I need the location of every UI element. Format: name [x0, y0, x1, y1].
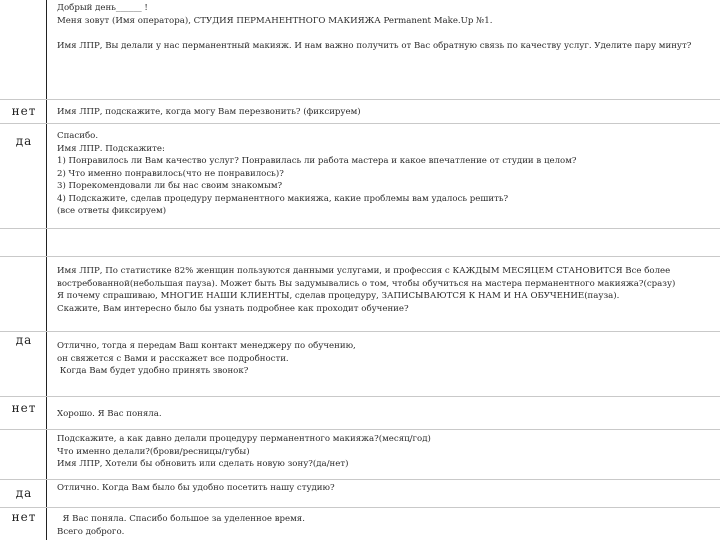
procedure-questions-block [57, 433, 712, 471]
row-divider [0, 507, 720, 508]
answer-label-net: нет [11, 401, 37, 415]
row-divider [0, 331, 720, 332]
text-line: Спасибо. [57, 131, 99, 141]
closing-block [57, 513, 712, 538]
text-line: Имя ЛПР, подскажите, когда могу Вам перезвонить? (фиксируем) [57, 107, 361, 117]
answer-label-net: нет [11, 510, 37, 524]
text-line: 1) Понравилось ли Вам качество услуг? Понравилась ли работа мастера и какое впечатление от студии в целом? [57, 156, 577, 166]
text-line: Хорошо. Я Вас поняла. [57, 409, 162, 419]
row-divider [0, 123, 720, 124]
text-line: 2) Что именно понравилось(что не понравилось)? [57, 168, 284, 179]
text-line: Я почему спрашиваю, МНОГИЕ НАШИ КЛИЕНТЫ, сделав процедуру, ЗАПИСЫВАЮТСЯ К НАМ И НА ОБУЧЕНИЕ(пауза). [57, 291, 620, 301]
text-line: Всего доброго. [57, 526, 125, 537]
training-offer-block [57, 265, 712, 315]
row-divider [0, 479, 720, 480]
answer-label-net: нет [11, 104, 37, 118]
text-line: он свяжется с Вами и расскажет все подробности. [57, 353, 289, 364]
text-line: 3) Порекомендовали ли бы нас своим знакомым? [57, 181, 283, 191]
greeting-block [57, 2, 712, 27]
row-divider [0, 256, 720, 257]
column-divider [46, 0, 47, 540]
text-line: (все ответы фиксируем) [57, 206, 167, 216]
row-divider [0, 396, 720, 397]
answer-label-da: да [15, 134, 33, 148]
text-line: Имя ЛПР, По статистике 82% женщин пользуются данными услугами, и профессия с КАЖДЫМ МЕСЯЦЕМ СТАНОВИТСЯ Все более [57, 266, 671, 276]
text-line: Отлично, тогда я передам Ваш контакт менеджеру по обучению, [57, 341, 356, 351]
row-divider [0, 429, 720, 430]
text-line: 4) Подскажите, сделав процедуру перманентного макияжа, какие проблемы вам удалось решить? [57, 193, 509, 204]
acknowledge-block [57, 408, 712, 421]
text-line: Добрый день______ ! [57, 3, 148, 13]
text-line: Меня зовут (Имя оператора), СТУДИЯ ПЕРМАНЕНТНОГО МАКИЯЖА Permanent Make.Up №1. [57, 15, 493, 26]
text-line: Имя ЛПР, Вы делали у нас перманентный макияж. И нам важно получить от Вас обратную связь по качеству услуг. Уделите пару минут? [57, 41, 692, 51]
answer-label-da: да [15, 486, 33, 500]
text-line: Подскажите, а как давно делали процедуру перманентного макияжа?(месяц/год) [57, 434, 431, 444]
answer-label-da: да [15, 333, 33, 347]
visit-question-block [57, 482, 712, 495]
text-line: Отлично. Когда Вам было бы удобно посетить нашу студию? [57, 483, 335, 493]
text-line: Имя ЛПР. Подскажите: [57, 143, 165, 154]
feedback-questions-block [57, 130, 712, 218]
intro-question-block [57, 40, 712, 53]
text-line: Когда Вам будет удобно принять звонок? [57, 366, 249, 376]
text-line: Я Вас поняла. Спасибо большое за уделенное время. [57, 514, 305, 524]
row-divider [0, 228, 720, 229]
row-divider [0, 99, 720, 100]
text-line: востребованной(небольшая пауза). Может быть Вы задумывались о том, чтобы обучиться на мастера перманентного макияжа?(сразу) [57, 278, 676, 289]
text-line: Что именно делали?(брови/ресницы/губы) [57, 446, 250, 457]
text-line: Имя ЛПР, Хотели бы обновить или сделать новую зону?(да/нет) [57, 459, 349, 469]
text-line: Скажите, Вам интересно было бы узнать подробнее как проходит обучение? [57, 303, 409, 314]
callback-block [57, 106, 712, 119]
manager-contact-block [57, 340, 712, 378]
